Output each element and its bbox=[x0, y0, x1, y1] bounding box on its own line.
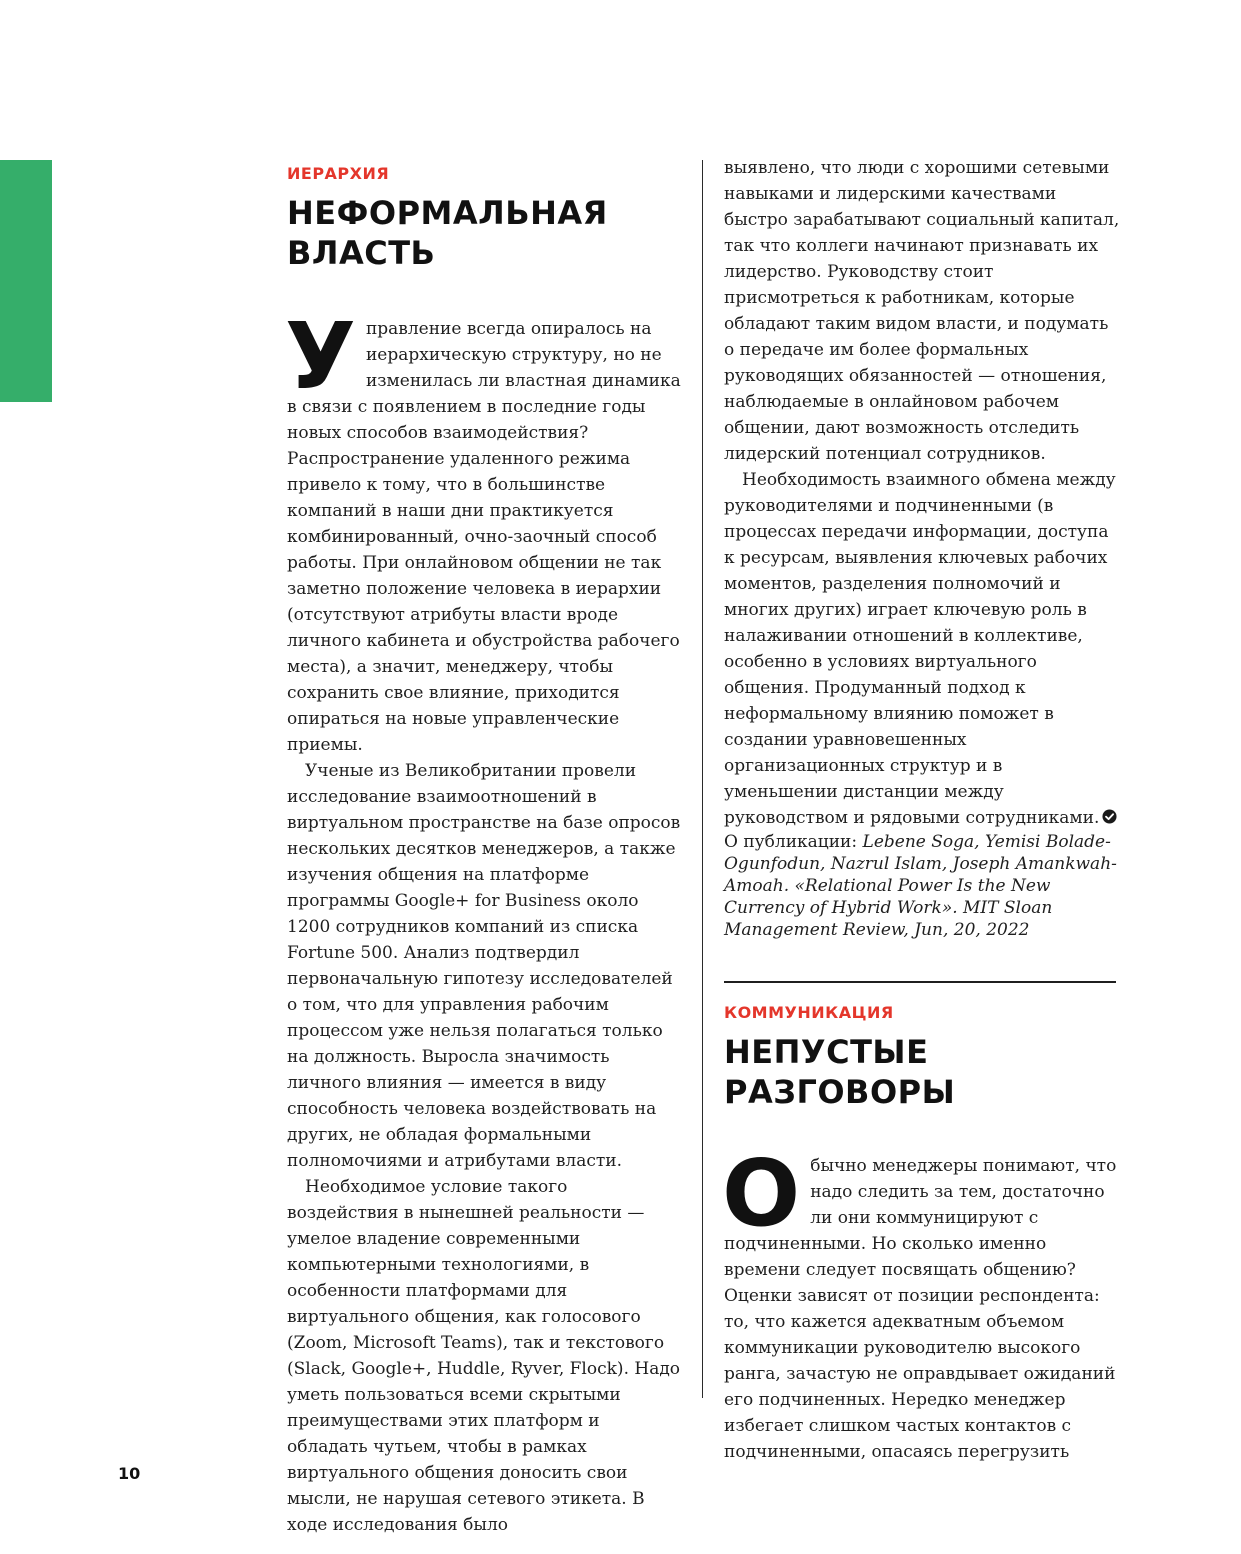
article1-citation bbox=[724, 831, 1120, 941]
article1-paragraph-1-text: правление всегда опиралось на иерархическую структуру, но не изменилась ли властная динамика в связи с появлением в последние годы новых способов взаимодействия? Распространение удаленного режима привело к тому, что в большинстве компаний в наши дни практикуется комбинированный, очно-заочный способ работы. При онлайновом общении не так заметно положение человека в иерархии (отсутствуют атрибуты власти вроде личного кабинета и обустройства рабочего места), а значит, менеджеру, чтобы сохранить свое влияние, приходится опираться на новые управленческие приемы. bbox=[287, 319, 681, 755]
article1-paragraph-1 bbox=[285, 303, 683, 758]
article1-dropcap: У bbox=[285, 303, 356, 410]
article2-body bbox=[722, 1140, 1120, 1465]
article1-headline-line1: НЕФОРМАЛЬНАЯ bbox=[287, 194, 608, 232]
article2-paragraph-1-text: бычно менеджеры понимают, что надо следить за тем, достаточно ли они коммуницируют с подчиненными. Но сколько именно времени следует посвящать общению? Оценки зависят от позиции респондента: то, что кажется адекватным объемом коммуникации руководителю высокого ранга, зачастую не оправдывает ожиданий его подчиненных. Нередко менеджер избегает слишком частых контактов с подчиненными, опасаясь перегрузить bbox=[724, 1156, 1117, 1462]
article1-body bbox=[285, 303, 683, 1538]
citation-label: О публикации: bbox=[724, 832, 858, 852]
article2 bbox=[724, 1003, 1120, 1482]
section-divider-rule bbox=[724, 981, 1116, 983]
article1-headline-line2: ВЛАСТЬ bbox=[287, 234, 436, 272]
citation-text: Lebene Soga, Yemisi Bolade-Ogunfodun, Nazrul Islam, Joseph Amankwah-Amoah. «Relational Power Is the New Currency of Hybrid Work». MIT Sloan Management Review, Jun, 20, 2022 bbox=[724, 832, 1117, 940]
article2-headline: НЕПУСТЫЕ РАЗГОВОРЫ bbox=[724, 1033, 956, 1111]
article1-paragraph-4: выявлено, что люди с хорошими сетевыми навыками и лидерскими качествами быстро зарабатывают социальный капитал, так что коллеги начинают признавать их лидерство. Руководству стоит присмотреться к работникам, которые обладают таким видом власти, и подумать о передаче им более формальных руководящих обязанностей — отношения, наблюдаемые в онлайновом рабочем общении, дают возможность отследить лидерский потенциал сотрудников. bbox=[724, 158, 1120, 464]
article1-kicker: ИЕРАРХИЯ bbox=[287, 164, 390, 183]
check-circle-icon bbox=[1102, 809, 1117, 824]
article2-paragraph-1 bbox=[722, 1140, 1120, 1465]
section-color-tab bbox=[0, 160, 52, 402]
page-number: 10 bbox=[118, 1464, 141, 1483]
right-column bbox=[724, 155, 1120, 941]
article1-paragraph-2: Ученые из Великобритании провели исследование взаимоотношений в виртуальном пространстве на базе опросов нескольких десятков менеджеров, а также изучения общения на платформе программы Google+ for Business около 1200 сотрудников компаний из списка Fortune 500. Анализ подтвердил первоначальную гипотезу исследователей о том, что для управления рабочим процессом уже нельзя полагаться только на должность. Выросла значимость личного влияния — имеется в виду способность человека воздействовать на других, не обладая формальными полномочиями и атрибутами власти. bbox=[287, 761, 681, 1171]
article2-dropcap: О bbox=[722, 1140, 801, 1247]
column-divider bbox=[702, 160, 703, 1398]
article1-headline bbox=[287, 193, 683, 273]
article2-kicker: КОММУНИКАЦИЯ bbox=[724, 1003, 894, 1022]
article1-paragraph-5-text: Необходимость взаимного обмена между руководителями и подчиненными (в процессах передачи информации, доступа к ресурсам, выявления ключевых рабочих моментов, разделения полномочий и многих других) играет ключевую роль в налаживании отношений в коллективе, особенно в условиях виртуального общения. Продуманный подход к неформальному влиянию поможет в создании уравновешенных организационных структур и в уменьшении дистанции между руководством и рядовыми сотрудниками. bbox=[724, 470, 1116, 828]
left-column bbox=[287, 155, 683, 1538]
article1-paragraph-3: Необходимое условие такого воздействия в нынешней реальности — умелое владение современными компьютерными технологиями, в особенности платформами для виртуального общения, как голосового (Zoom, Microsoft Teams), так и текстового (Slack, Google+, Huddle, Ryver, Flock). Надо уметь пользоваться всеми скрытыми преимуществами этих платформ и обладать чутьем, чтобы в рамках виртуального общения доносить свои мысли, не нарушая сетевого этикета. В ходе исследования было bbox=[287, 1177, 681, 1535]
article1-paragraph-5 bbox=[724, 467, 1120, 831]
